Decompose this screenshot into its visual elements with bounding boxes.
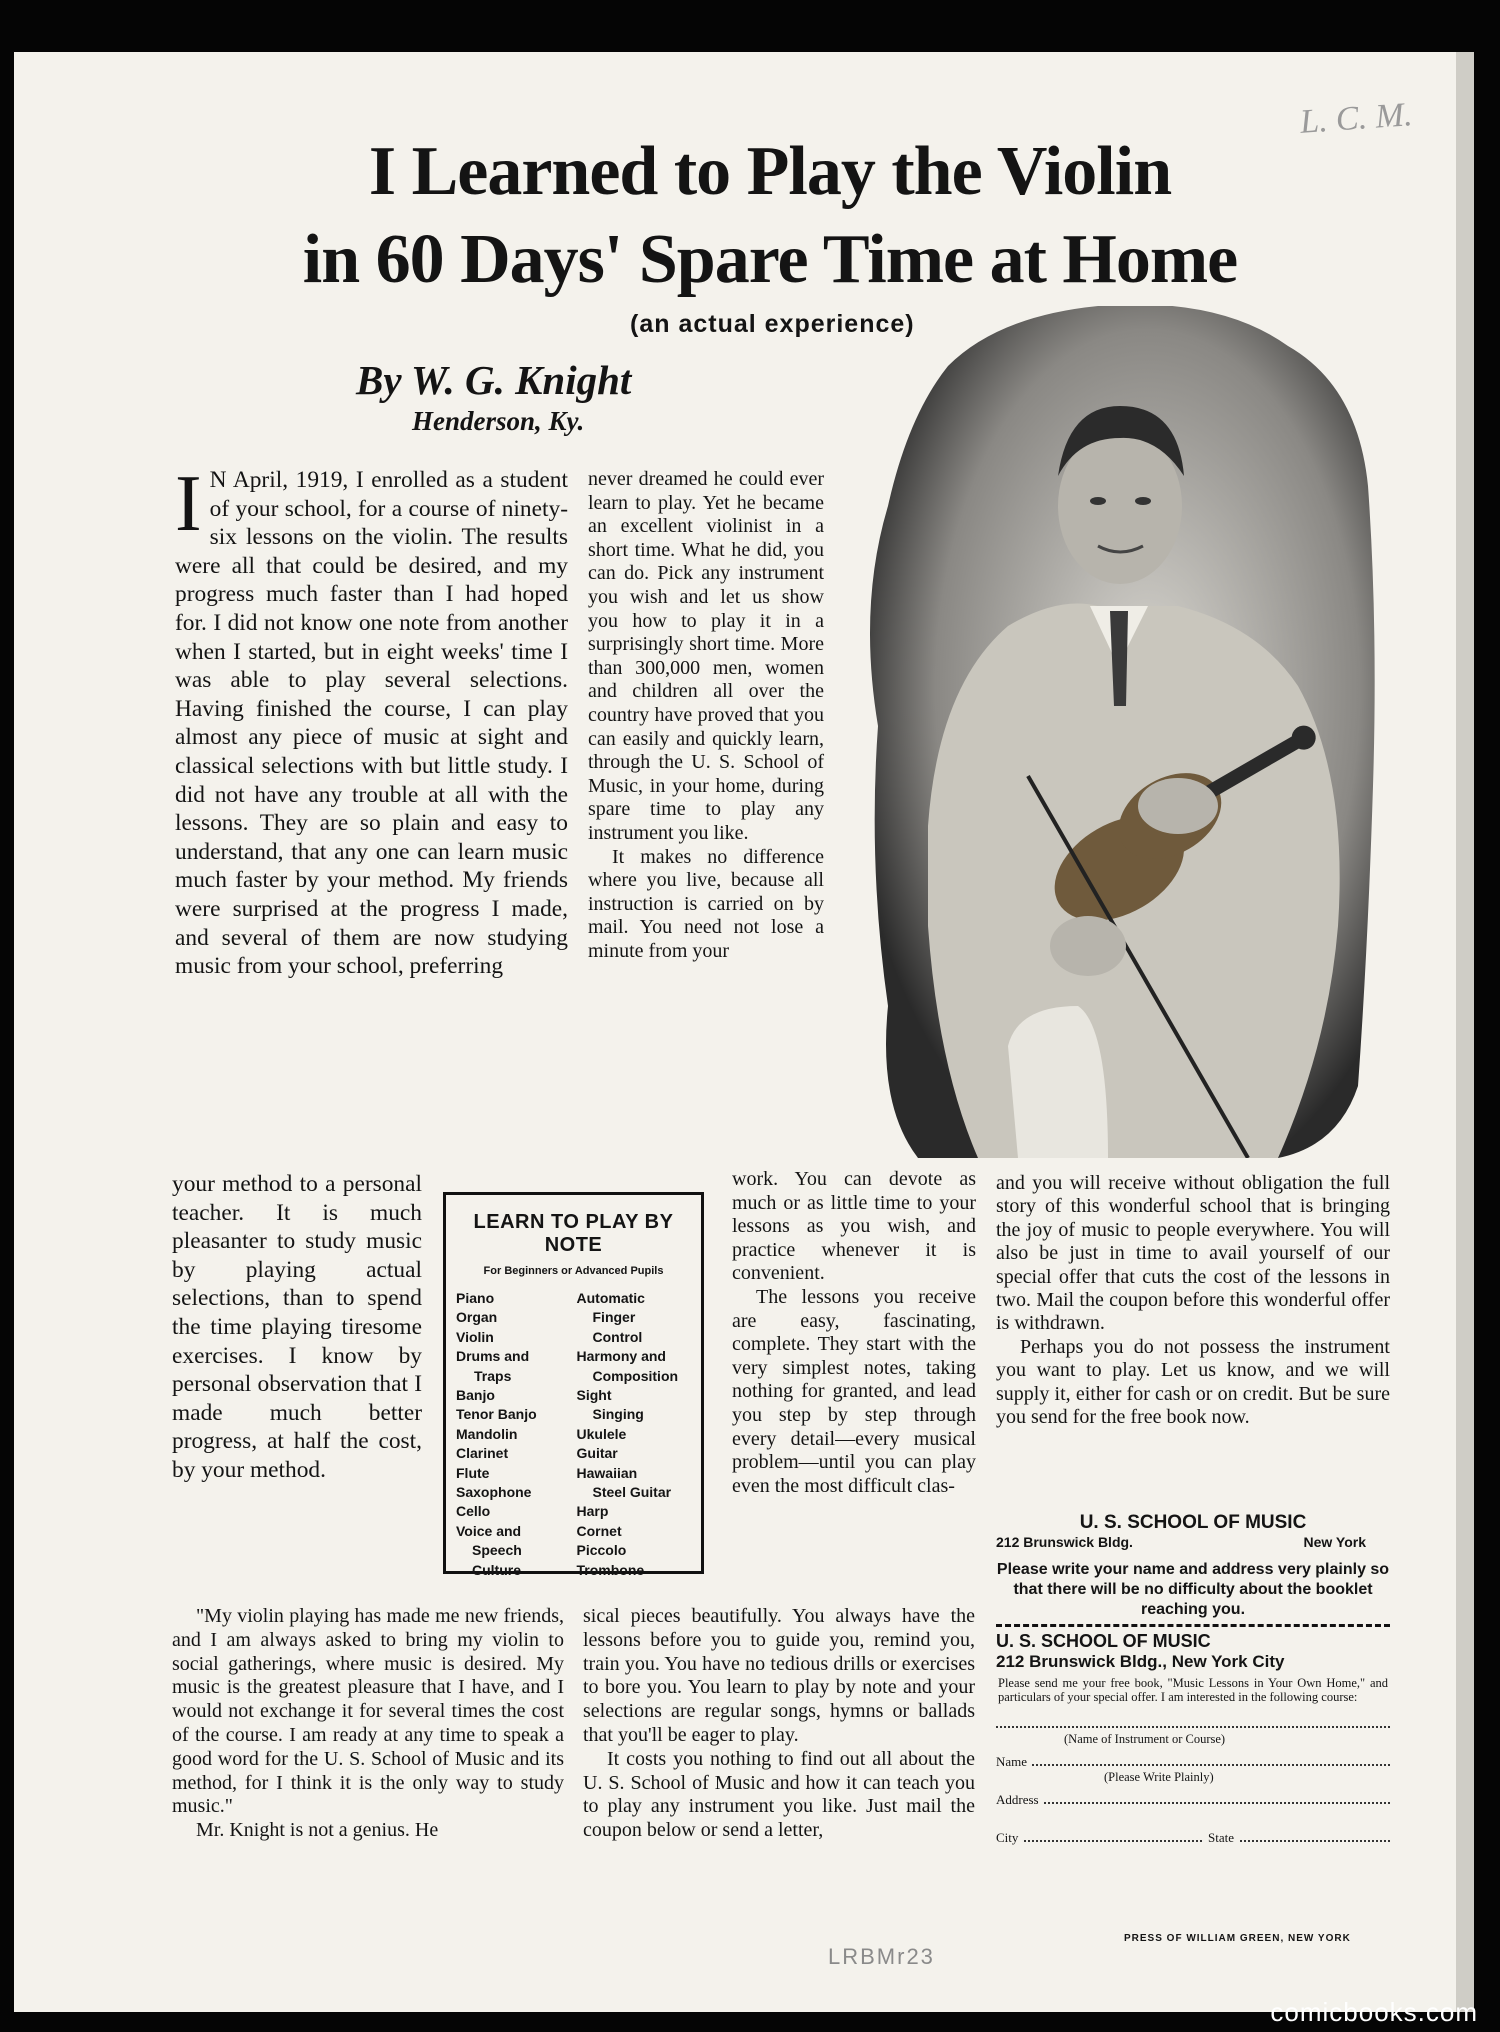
instrument-list-box [443, 1192, 704, 1578]
coupon-request-text: Please send me your free book, "Music Lessons in Your Own Home," and particulars of your special offer. I am interested in the following course: [998, 1676, 1388, 1704]
box-subtitle: For Beginners or Advanced Pupils [483, 1265, 664, 1277]
library-stamp: LRBMr23 [828, 1944, 935, 1969]
instrument-item: Cello [456, 1503, 491, 1520]
instrument-item: Organ [456, 1309, 498, 1326]
instrument-item: Trombone [576, 1561, 645, 1578]
article-column-1-continued [172, 1170, 422, 1485]
drop-cap: I [175, 460, 202, 548]
paragraph: It makes no difference where you live, because all instruction is carried on by mail. You need not lose a minute from your [588, 845, 824, 962]
instrument-item: Voice and [456, 1522, 522, 1539]
instrument-item: Violin [456, 1328, 494, 1345]
box-title: LEARN TO PLAY BY NOTE [473, 1211, 674, 1256]
press-credit: PRESS OF WILLIAM GREEN, NEW YORK [1124, 1933, 1351, 1944]
instrument-item: Banjo [456, 1387, 495, 1404]
instrument-item: Speech [472, 1542, 522, 1559]
instrument-item: Saxophone [456, 1484, 532, 1501]
instrument-item: Singing [592, 1406, 644, 1423]
address-field[interactable] [996, 1792, 1390, 1830]
paragraph: and you will receive without obligation the full story of this wonderful school that is bringing the joy of music to people everywhere. You will also be just in time to avail yourself of our special offer that cuts the cost of the lessons in two. Mail the coupon before this wonderful offer is withdrawn. [996, 1172, 1390, 1335]
instrument-item: Steel Guitar [592, 1484, 672, 1501]
address-label: Address [996, 1792, 1043, 1808]
write-plainly-notice: Please write your name and address very plainly so that there will be no difficulty about the booklet reaching you. [996, 1561, 1390, 1618]
instrument-column-left [456, 1289, 571, 1580]
coupon-cut-line [996, 1624, 1390, 1627]
name-field[interactable] [996, 1754, 1390, 1792]
instrument-item: Traps [474, 1367, 512, 1384]
city-label: City [996, 1830, 1022, 1846]
instrument-item: Piano [456, 1290, 495, 1306]
dotted-line [996, 1840, 1390, 1842]
school-address [996, 1534, 1390, 1550]
headline-line-2: in 60 Days' Spare Time at Home [302, 221, 1238, 298]
instrument-column-right [577, 1289, 692, 1580]
dotted-line [996, 1726, 1390, 1728]
paragraph: "My violin playing has made me new friends, and I am always asked to bring my violin to social gatherings, where music is desired. My music is the greatest pleasure that I have, and I would not exchange it for several times the cost of the course. I am ready at any time to speak a good word for the U. S. School of Music and its method, for I think it is the only way to study music." [172, 1605, 564, 1818]
instrument-grid [456, 1289, 691, 1580]
coupon-address: 212 Brunswick Bldg., New York City [996, 1652, 1285, 1671]
instrument-item: Harmony and [576, 1348, 666, 1365]
state-label: State [1204, 1830, 1238, 1846]
instrument-item: Composition [592, 1367, 679, 1384]
paragraph: sical pieces beautifully. You always have the lessons before you to guide you, remind you, train you. You have no tedious drills or exercises to bore you. You learn to play by note and your selections are regular songs, hymns or ballads that you'll be eager to play. [583, 1605, 975, 1746]
article-column-1 [175, 460, 568, 981]
paragraph: N April, 1919, I enrolled as a student of your school, for a course of ninety-six lessons on the violin. The results were all that could be desired, and my progress much faster than I had hoped for. I did not know one note from another when I started, but in eight weeks' time I was able to play several selections. Having finished the course, I can play almost any piece of music at sight and classical selections with but little study. I did not have any trouble at all with the lessons. They are so plain and easy to understand, that any one can learn music much faster by your method. My friends were surprised at the progress I made, and several of them are now studying music from your school, preferring [175, 467, 568, 980]
school-name: U. S. SCHOOL OF MUSIC [1079, 1512, 1307, 1533]
headline [160, 128, 1380, 304]
paragraph: never dreamed he could ever learn to play. Yet he became an excellent violinist in a short time. What he did, you can do. Pick any instrument you wish and let us show you how to play it in a surprisingly short time. More than 300,000 men, women and children all over the country have proved that you can easily and quickly learn, through the U. S. School of Music, in your home, during spare time to play any instrument you like. [588, 468, 824, 844]
article-column-1-lower [172, 1605, 564, 1843]
instrument-item: Sight [576, 1387, 612, 1404]
school-address-city: New York [1303, 1534, 1366, 1550]
coupon-school-name: U. S. SCHOOL OF MUSIC [996, 1631, 1211, 1651]
instrument-item: Guitar [576, 1445, 618, 1462]
dotted-line [996, 1764, 1390, 1766]
headline-line-1: I Learned to Play the Violin [368, 133, 1172, 210]
instrument-item: Automatic [576, 1290, 645, 1306]
instrument-item: Flute [456, 1464, 490, 1481]
instrument-item: Harp [576, 1503, 609, 1520]
instrument-item: Culture [472, 1561, 521, 1578]
paragraph: Mr. Knight is not a genius. He [196, 1819, 439, 1842]
paragraph: work. You can devote as much or as little time to your lessons as you wish, and practice whenever it is convenient. [732, 1168, 976, 1285]
instrument-item: Drums and [456, 1348, 530, 1365]
instrument-field-hint: (Name of Instrument or Course) [1064, 1732, 1226, 1746]
instrument-item: Ukulele [576, 1425, 627, 1442]
article-column-2 [588, 468, 824, 963]
paragraph: your method to a personal teacher. It is much pleasanter to study music by playing actual selections, than to spend the time playing tiresome exercises. I know by personal observation that I made much better progress, at half the cost, by your method. [172, 1171, 422, 1483]
instrument-item: Tenor Banjo [456, 1406, 537, 1423]
instrument-item: Finger [592, 1309, 636, 1326]
instrument-item: Control [592, 1328, 643, 1345]
author-location: Henderson, Ky. [412, 406, 585, 436]
instrument-field[interactable] [996, 1716, 1390, 1754]
article-column-3 [996, 1172, 1390, 1429]
paragraph: The lessons you receive are easy, fascinating, complete. They start with the very simplest notes, taking nothing for granted, and lead you step by step through every detail—every musical problem—until you can play even the most difficult clas- [732, 1285, 976, 1497]
article-column-2-continued [732, 1168, 976, 1498]
instrument-item: Cornet [576, 1522, 622, 1539]
instrument-item: Mandolin [456, 1425, 518, 1442]
violinist-photo [858, 306, 1376, 1158]
instrument-item: Clarinet [456, 1445, 509, 1462]
school-address-street: 212 Brunswick Bldg. [996, 1534, 1133, 1550]
dotted-line [996, 1802, 1390, 1804]
instrument-item: Hawaiian [576, 1464, 638, 1481]
name-field-hint: (Please Write Plainly) [1104, 1770, 1214, 1784]
pencil-annotation: L. C. M. [1298, 96, 1414, 141]
paragraph: Perhaps you do not possess the instrument you want to play. Let us know, and we will supply it, either for cash or on credit. But be sure you send for the free book now. [996, 1335, 1390, 1429]
paragraph: It costs you nothing to find out all about the U. S. School of Music and how it can teach you to play any instrument you like. Just mail the coupon below or send a letter, [583, 1747, 975, 1842]
city-state-field[interactable] [996, 1830, 1390, 1868]
magazine-page [14, 52, 1474, 2012]
byline: By W. G. Knight [356, 357, 632, 403]
name-label: Name [996, 1754, 1031, 1770]
watermark: comicbooks.com [1270, 1997, 1478, 2027]
order-section [996, 1512, 1390, 1868]
instrument-item: Piccolo [576, 1542, 627, 1559]
subheading: (an actual experience) [630, 310, 915, 338]
article-column-2-lower [583, 1605, 975, 1843]
